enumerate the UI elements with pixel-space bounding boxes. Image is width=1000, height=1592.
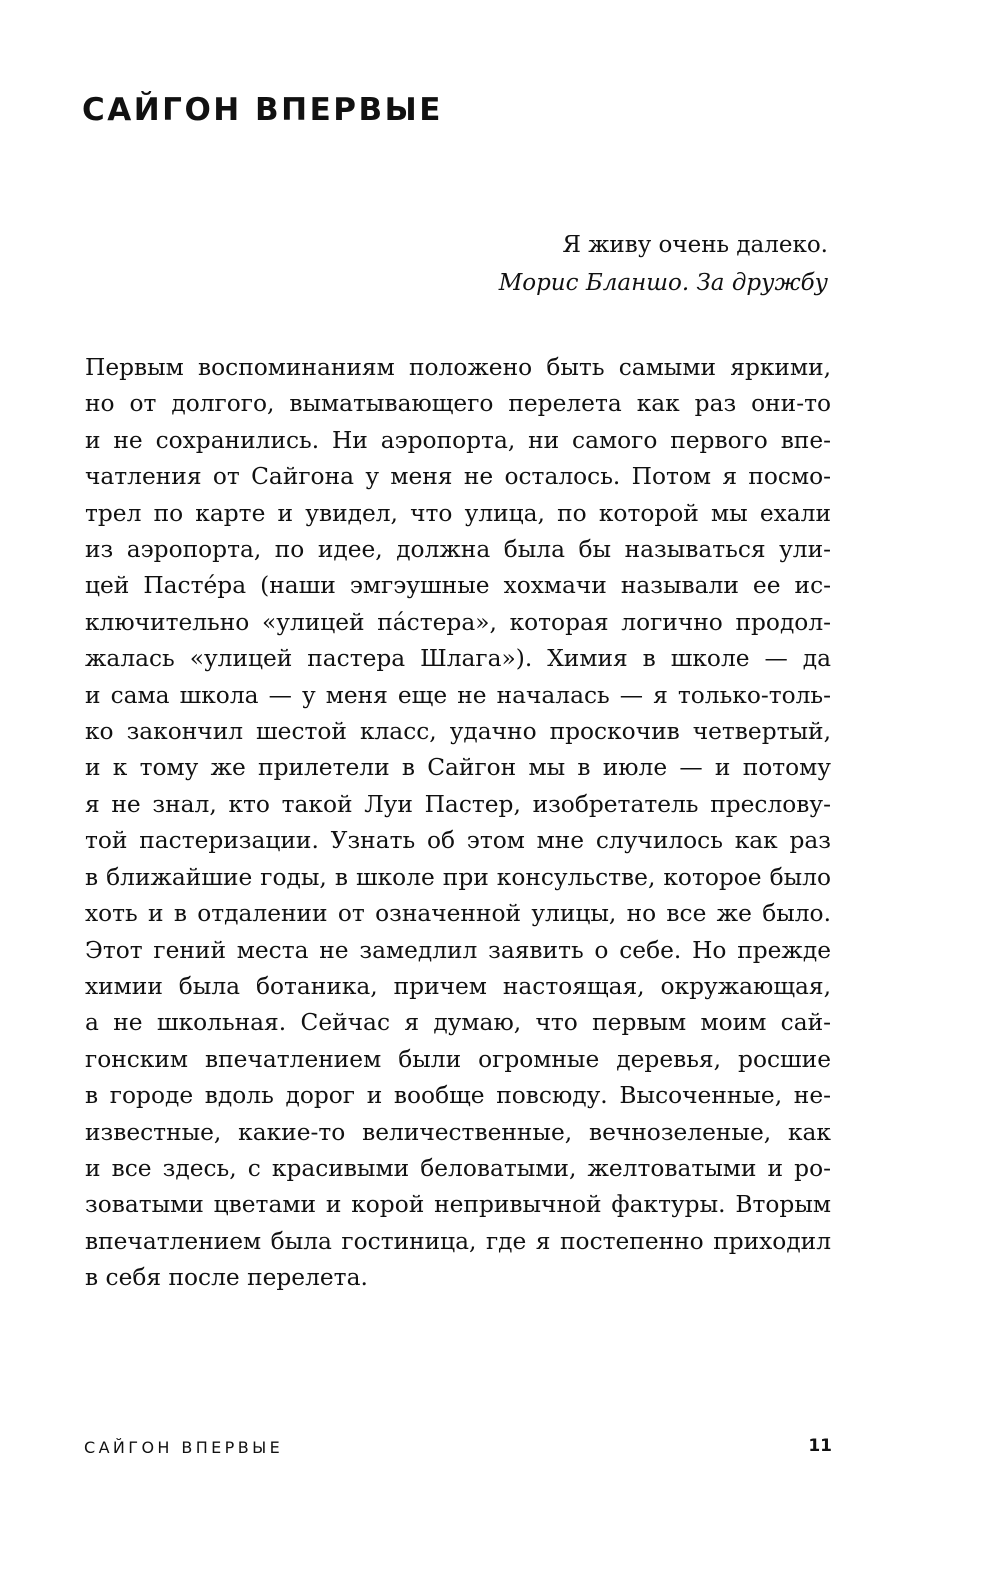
text-line: Первым воспоминаниям положено быть самыми яркими, bbox=[85, 354, 831, 381]
text-line: трел по карте и увидел, что улица, по которой мы ехали bbox=[85, 499, 831, 527]
epigraph-quote: Я живу очень далеко. bbox=[562, 232, 828, 258]
text-line: химии была ботаника, причем настоящая, окружающая, bbox=[85, 972, 831, 1000]
text-line: и сама школа — у меня еще не началась — я только-толь- bbox=[85, 681, 831, 709]
text-line: той пастеризации. Узнать об этом мне случилось как раз bbox=[85, 827, 831, 855]
text-line: в городе вдоль дорог и вообще повсюду. Высоченные, не- bbox=[85, 1082, 831, 1110]
text-line: известные, какие-то величественные, вечнозеленые, как bbox=[85, 1118, 831, 1146]
epigraph-source: Морис Бланшо. За дружбу bbox=[498, 270, 828, 296]
text-line: цей Пастéра (наши эмгэушные хохмачи называли ее ис- bbox=[85, 572, 831, 600]
text-line: и все здесь, с красивыми беловатыми, желтоватыми и ро- bbox=[85, 1154, 831, 1182]
text-line: ключительно «улицей пáстера», которая логично продол- bbox=[85, 608, 831, 636]
text-line: впечатлением была гостиница, где я постепенно приходил bbox=[85, 1227, 831, 1255]
running-head: САЙГОН ВПЕРВЫЕ bbox=[84, 1438, 284, 1457]
text-line: жалась «улицей пастера Шлага»). Химия в школе — да bbox=[85, 645, 831, 673]
text-line: Этот гений места не замедлил заявить о себе. Но прежде bbox=[85, 936, 831, 964]
body-paragraph bbox=[85, 350, 831, 1297]
epigraph bbox=[499, 226, 828, 302]
text-line: но от долгого, выматывающего перелета как раз они-то bbox=[85, 390, 831, 418]
chapter-title: САЙГОН ВПЕРВЫЕ bbox=[82, 92, 443, 128]
text-line: гонским впечатлением были огромные деревья, росшие bbox=[85, 1045, 831, 1073]
text-line: я не знал, кто такой Луи Пастер, изобретатель преслову- bbox=[85, 790, 831, 818]
text-line: хоть и в отдалении от означенной улицы, но все же было. bbox=[85, 900, 831, 928]
text-line: и к тому же прилетели в Сайгон мы в июле — и потому bbox=[85, 754, 831, 782]
text-line-last: в себя после перелета. bbox=[85, 1264, 368, 1292]
page-number: 11 bbox=[808, 1436, 832, 1456]
text-line: а не школьная. Сейчас я думаю, что первым моим сай- bbox=[85, 1009, 831, 1037]
text-line: в ближайшие годы, в школе при консульстве, которое было bbox=[85, 863, 831, 891]
text-line: зоватыми цветами и корой непривычной фактуры. Вторым bbox=[85, 1191, 831, 1219]
text-line: чатления от Сайгона у меня не осталось. Потом я посмо- bbox=[85, 463, 831, 491]
text-line: ко закончил шестой класс, удачно проскочив четвертый, bbox=[85, 718, 831, 746]
text-line: и не сохранились. Ни аэропорта, ни самого первого впе- bbox=[85, 426, 831, 454]
text-line: из аэропорта, по идее, должна была бы называться ули- bbox=[85, 536, 831, 564]
